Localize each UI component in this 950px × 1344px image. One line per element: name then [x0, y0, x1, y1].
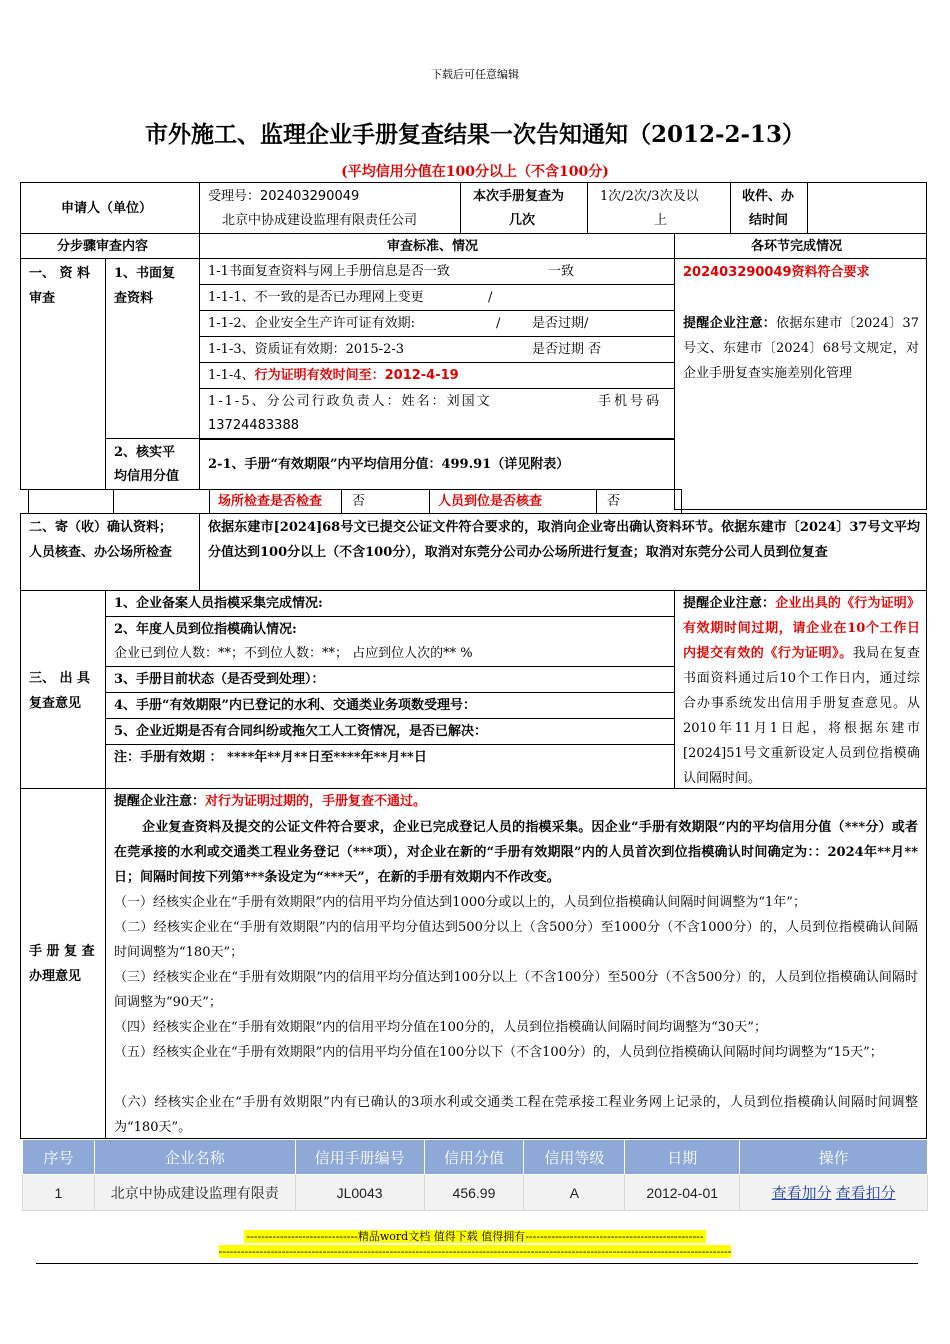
col-header-actions: 操作 [740, 1140, 928, 1175]
section4-rule-4: （四）经核实企业在“手册有效期限”内的信用平均分值在100分的，人员到位指模确认间隔时间均调整为“30天”； [114, 1020, 767, 1035]
standard-header: 审查标准、情况 [387, 239, 479, 254]
section3-item6: 注：手册有效期 ： ****年**月**日至****年**月**日 [114, 750, 427, 765]
section3-right-label: 提醒企业注意： [683, 596, 776, 611]
item-1-1-3-right: 是否过期 否 [532, 342, 602, 357]
item-1-1-5-left: 1-1-5、分公司行政负责人：姓名：刘国文 [208, 394, 492, 409]
completion-reminder-text: 依据东建市〔2024〕37号文、东建市〔2024〕68号文规定，对企业手册复查实施差别化管理 [683, 316, 919, 381]
item-1-1-2-cell [199, 310, 675, 337]
section3-item2: 2、年度人员到位指模确认情况: [114, 622, 297, 637]
row-actions [740, 1175, 928, 1211]
section1-label-cell [20, 258, 106, 490]
receive-label-1: 收件、办 [742, 189, 795, 204]
sub2-label-2: 均信用分值 [114, 469, 180, 484]
check-row-cell-1 [28, 489, 114, 514]
section2-text: 依据东建市[2024]68号文已提交公证文件符合要求的，取消向企业寄出确认资料环节。依据东建市〔2024〕37号文平均分值达到100分以上（不含100分），取消对东莞分公司办公场所进行复查；取消对东莞分公司人员到位复查 [208, 520, 920, 560]
row-score: 456.99 [424, 1175, 524, 1211]
completion-reminder [683, 311, 919, 386]
header-note: 下载后可任意编辑 [431, 68, 519, 81]
credit-table [22, 1139, 928, 1211]
item-1-1-4-line [208, 363, 459, 388]
col-header-name: 企业名称 [94, 1140, 295, 1175]
item-1-1-left: 1-1书面复查资料与网上手册信息是否一致 [208, 264, 450, 279]
staff-check-value: 否 [607, 494, 621, 509]
section3-item6-cell [105, 744, 675, 789]
row-date: 2012-04-01 [625, 1175, 740, 1211]
col-header-no: 序号 [23, 1140, 95, 1175]
item-1-1-5-right: 手机号码 [598, 394, 663, 409]
sub1-label-2: 查资料 [114, 291, 154, 306]
count-options-2: 上 [654, 213, 668, 228]
section4-body-cell [105, 788, 927, 1139]
accept-cell [199, 182, 461, 234]
review-count-label-cell [460, 182, 588, 234]
section3-item5: 5、企业近期是否有合同纠纷或拖欠工人工资情况，是否已解决： [114, 724, 488, 739]
sub2-label-1: 2、核实平 [114, 445, 176, 460]
section2-text-cell [199, 513, 927, 591]
site-check-label-cell [209, 489, 342, 514]
section3-item3: 3、手册目前状态（是否受到处理）： [114, 672, 325, 687]
item-1-1-2-left: 1-1-2、企业安全生产许可证有效期: [208, 316, 415, 331]
section3-item2-cell [105, 616, 675, 667]
sub2-text-cell [199, 438, 675, 490]
footer-rule [36, 1263, 918, 1264]
item-1-1-cell [199, 258, 675, 285]
section3-label-1: 三、 出 具 [29, 671, 91, 686]
section4-rule-1: （一）经核实企业在“手册有效期限”内的信用平均分值达到1000分或以上的，人员到位指模确认间隔时间调整为“1年”； [114, 895, 806, 910]
completion-header-cell [674, 233, 927, 259]
col-header-date: 日期 [625, 1140, 740, 1175]
section4-reminder-red: 对行为证明过期的，手册复查不通过。 [205, 794, 427, 809]
count-options-1: 1次/2次/3次及以 [600, 189, 699, 204]
item-1-1-3-cell [199, 336, 675, 363]
item-1-1-3-left: 1-1-3、资质证有效期：2015-2-3 [208, 342, 405, 357]
table-row [23, 1175, 928, 1211]
company-name: 北京中协成建设监理有限责任公司 [222, 213, 418, 228]
section3-item4: 4、手册“有效期限”内已登记的水利、交通类业务项数受理号： [114, 698, 477, 713]
item-1-1-2-mid: / [496, 316, 501, 331]
step-header-cell [20, 233, 200, 259]
page-subtitle: (平均信用分值在100分以上（不含100分) [341, 164, 609, 180]
view-bonus-link[interactable]: 查看加分 [771, 1185, 832, 1202]
item-1-1-right: 一致 [548, 264, 575, 279]
section2-label-1: 二、寄（收）确认资料； [29, 520, 173, 535]
accept-no: 受理号：202403290049 [208, 189, 360, 204]
site-check-value-cell [341, 489, 430, 514]
footer-line-2: ------------------------------------------------------------------------------------------------------------------------------------------ [218, 1245, 732, 1258]
section3-label-2: 复查意见 [29, 696, 82, 711]
item-1-1-2-right: 是否过期/ [532, 316, 589, 331]
footer-line-2-wrap [0, 1244, 950, 1259]
row-manual-no: JL0043 [295, 1175, 424, 1211]
section4-reminder [114, 789, 426, 814]
section3-item1: 1、企业备案人员指模采集完成情况: [114, 596, 323, 611]
applicant-label: 申请人（单位） [61, 201, 153, 216]
item-1-1-4-prefix: 1-1-4、 [208, 368, 255, 383]
section4-label-2: 办理意见 [29, 969, 82, 984]
standard-header-cell [199, 233, 675, 259]
sub1-label-1: 1、书面复 [114, 266, 176, 281]
section4-rule-3: （三）经核实企业在“手册有效期限”内的信用平均分值达到100分以上（不含100分）至500分（不含500分）的，人员到位指模确认间隔时间调整为“90天”； [114, 970, 918, 1010]
step-header: 分步骤审查内容 [57, 239, 149, 254]
count-options-cell [587, 182, 731, 234]
row-company: 北京中协成建设监理有限责 [94, 1175, 295, 1211]
applicant-label-cell [20, 182, 200, 234]
review-count-label-1: 本次手册复查为 [473, 189, 565, 204]
review-count-label-2: 几次 [509, 213, 536, 228]
site-check-label: 场所检查是否检查 [218, 494, 323, 509]
section4-rule-5: （五）经核实企业在“手册有效期限”内的信用平均分值在100分以下（不含100分）的，人员到位指模确认间隔时间均调整为“15天”； [114, 1045, 883, 1060]
staff-check-label: 人员到位是否核查 [438, 494, 543, 509]
row-no: 1 [23, 1175, 95, 1211]
site-check-value: 否 [352, 494, 366, 509]
completion-reminder-label: 提醒企业注意： [683, 316, 777, 331]
col-header-manual: 信用手册编号 [295, 1140, 424, 1175]
completion-status: 202403290049资料符合要求 [683, 265, 870, 280]
section4-rule-6: （六）经核实企业在“手册有效期限”内有已确认的3项水利或交通类工程在莞承接工程业务网上记录的，人员到位指模确认间隔时间调整为“180天”。 [114, 1095, 918, 1135]
sub2-label-cell [105, 438, 200, 490]
section3-label-cell [20, 590, 106, 789]
col-header-grade: 信用等级 [524, 1140, 625, 1175]
section4-reminder-label: 提醒企业注意： [114, 794, 206, 809]
footer-line-1: ------------------------------精品word文档 值得下载 值得拥有------------------------------------------------ [246, 1230, 704, 1243]
section3-right-body: 我局在复查书面资料通过后10个工作日内，通过综合办事系统发出信用手册复查意见。从2010年11月1日起，将根据东建市[2024]51号文重新设定人员到位指模确认间隔时间。 [683, 646, 920, 786]
staff-check-label-cell [429, 489, 597, 514]
footer-line-1-wrap [0, 1229, 950, 1244]
completion-header: 各环节完成情况 [751, 239, 843, 254]
section3-item5-cell [105, 718, 675, 745]
staff-check-value-cell [596, 489, 682, 514]
sub1-label-cell [105, 258, 200, 439]
row-grade: A [524, 1175, 625, 1211]
section3-item3-cell [105, 666, 675, 693]
credit-table-header-row [23, 1140, 928, 1175]
receive-label-2: 结时间 [749, 213, 789, 228]
page-title: 市外施工、监理企业手册复查结果一次告知通知（2012-2-13） [144, 121, 806, 148]
sub2-text: 2-1、手册“有效期限”内平均信用分值：499.91（详见附表） [208, 457, 570, 472]
item-1-1-1-cell [199, 284, 675, 311]
section1-label-1: 一、 资 料 [29, 266, 91, 281]
item-1-1-1-left: 1-1-1、不一致的是否已办理网上变更 [208, 290, 424, 305]
section1-completion-cell [674, 258, 927, 510]
behavior-cert-expiry: 行为证明有效时间至：2012-4-19 [254, 368, 459, 383]
section4-label-1: 手 册 复 查 [29, 944, 95, 959]
section3-right-red: 企业出具的《行为证明》有效期时间过期，请企业在10个工作日内提交有效的《行为证明》。 [683, 596, 920, 661]
item-1-1-5-phone: 13724483388 [208, 418, 299, 433]
section3-item1-cell [105, 590, 675, 617]
section2-label-2: 人员核查、办公场所检查 [29, 545, 173, 560]
view-deduction-link[interactable]: 查看扣分 [835, 1185, 896, 1202]
section1-label-2: 审查 [29, 291, 56, 306]
section4-paragraph: 企业复查资料及提交的公证文件符合要求，企业已完成登记人员的指模采集。因企业“手册有效期限”内的平均信用分值（***分）或者在莞承接的水利或交通类工程业务登记（***项），对企业在新的“手册有效期限”内的人员首次到位指模确认时间确定为：：2024年**月**日；间隔时间按下列第***条设定为“***天”，在新的手册有效期内不作改变。 [114, 820, 918, 885]
section3-right-cell [674, 590, 927, 789]
check-row-cell-2 [113, 489, 210, 514]
section4-label-cell [20, 788, 106, 1139]
section4-rule-2: （二）经核实企业在“手册有效期限”内的信用平均分值达到500分以上（含500分）至1000分（不含1000分）的，人员到位指模确认间隔时间调整为“180天”； [114, 920, 918, 960]
receive-value-cell [807, 182, 927, 234]
section3-right-text [683, 591, 920, 789]
item-1-1-1-right: / [488, 290, 493, 305]
item-1-1-5-cell [199, 388, 675, 440]
section3-item4-cell [105, 692, 675, 719]
item-1-1-4-cell [199, 362, 675, 389]
receive-label-cell [730, 182, 808, 234]
col-header-score: 信用分值 [424, 1140, 524, 1175]
section2-label-cell [20, 513, 200, 591]
section3-item2-detail: 企业已到位人数：**；不到位人数：**； 占应到位人次的** % [114, 646, 473, 661]
